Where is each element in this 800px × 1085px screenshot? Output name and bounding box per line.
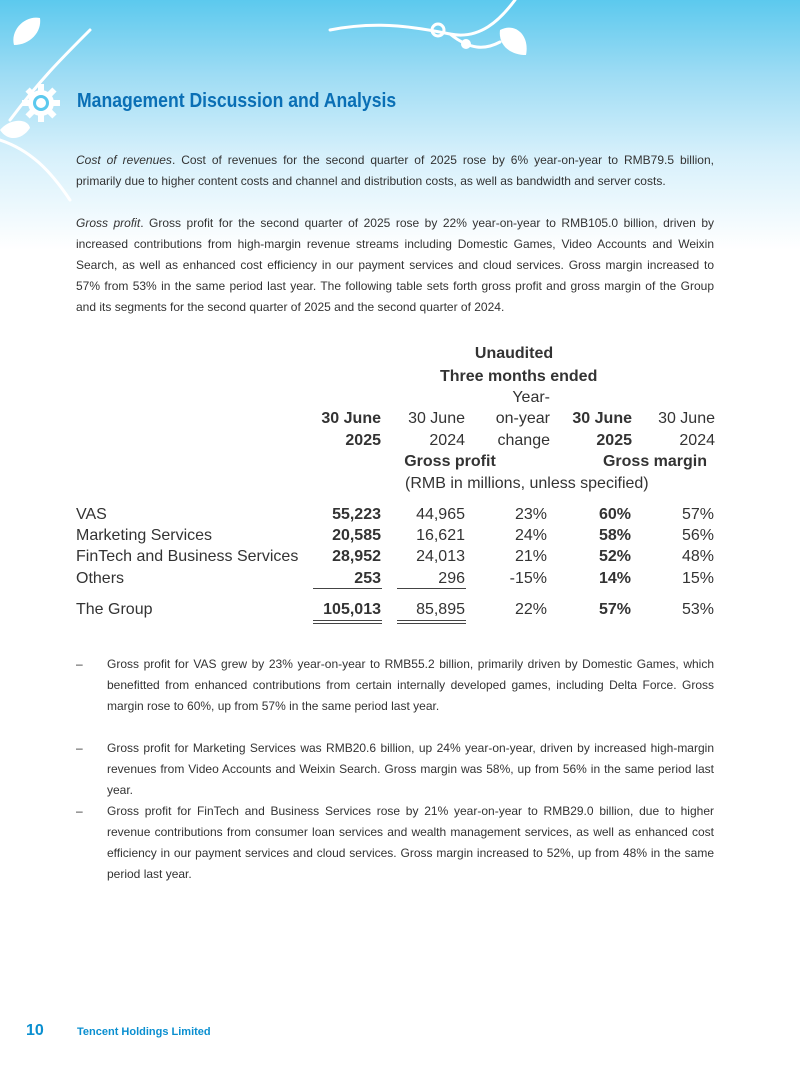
- table-total-label: The Group: [76, 601, 153, 618]
- bullet-text: Gross profit for FinTech and Business Services rose by 21% year-on-year to RMB29.0 billion, due to higher revenue contributions from consumer loan services and wealth management services, as well as enhanced cost efficiency in our payment services and cloud services. Gross margin increased to 52%, up from 48% in the same period last year.: [107, 804, 714, 881]
- table-header-three-months: Three months ended: [440, 368, 598, 385]
- table-total-gp2025: 105,013: [323, 601, 381, 618]
- cost-of-revenues-text: . Cost of revenues for the second quarter of 2025 rose by 6% year-on-year to RMB79.5 billion, primarily due to higher content costs and channel and distribution costs, as well as bandwidth and server costs.: [76, 153, 714, 188]
- col3-header-line3: change: [497, 432, 550, 449]
- table-cell-gm2025: 58%: [598, 527, 631, 544]
- table-cell-gm2024: 48%: [681, 548, 714, 565]
- table-cell-gp2025: 55,223: [332, 506, 381, 523]
- page-title: Management Discussion and Analysis: [77, 90, 397, 112]
- company-name: Tencent Holdings Limited: [77, 1026, 211, 1038]
- col4-header-line2: 2025: [596, 432, 632, 449]
- table-units: (RMB in millions, unless specified): [405, 475, 649, 492]
- table-cell-gm2024: 56%: [681, 527, 714, 544]
- bullet-text: Gross profit for VAS grew by 23% year-on-year to RMB55.2 billion, primarily driven by Domestic Games, which benefitted from enhanced contributions from certain internally developed games, including Delta Force. Gross margin rose to 60%, up from 57% in the same period last year.: [107, 657, 714, 713]
- bullet-text: Gross profit for Marketing Services was RMB20.6 billion, up 24% year-on-year, driven by increased high-margin revenues from Video Accounts and Weixin Search. Gross margin was 58%, up from 56% in the same period last year.: [107, 741, 714, 797]
- table-cell-yoy: -15%: [509, 570, 547, 587]
- table-cell-gp2025: 20,585: [332, 527, 381, 544]
- table-cell-gm2025: 14%: [598, 570, 631, 587]
- col1-header-line2: 2025: [345, 432, 381, 449]
- col1-header-line1: 30 June: [321, 410, 381, 427]
- table-total-gm2025: 57%: [598, 601, 631, 618]
- table-cell-gm2025: 60%: [598, 506, 631, 523]
- table-row-label: VAS: [76, 506, 107, 523]
- table-cell-gp2024: 44,965: [416, 506, 465, 523]
- col5-header-line1: 30 June: [658, 410, 715, 427]
- table-cell-gm2024: 15%: [681, 570, 714, 587]
- table-cell-gm2024: 57%: [681, 506, 714, 523]
- cost-of-revenues-label: Cost of revenues: [76, 153, 172, 167]
- table-cell-gp2025: 28,952: [332, 548, 381, 565]
- table-header-unaudited: Unaudited: [474, 345, 554, 362]
- table-cell-yoy: 21%: [514, 548, 547, 565]
- col4-header-line1: 30 June: [572, 410, 632, 427]
- table-cell-yoy: 23%: [514, 506, 547, 523]
- page-number: 10: [26, 1022, 44, 1039]
- table-cell-gp2024: 296: [438, 570, 465, 587]
- table-total-gp2024: 85,895: [416, 601, 465, 618]
- table-cell-gm2025: 52%: [598, 548, 631, 565]
- group-header-gross-margin: Gross margin: [602, 453, 708, 470]
- gross-profit-label: Gross profit: [76, 216, 141, 230]
- total-double-rule: [397, 623, 466, 624]
- group-header-gross-profit: Gross profit: [404, 453, 496, 470]
- total-double-rule: [313, 623, 382, 624]
- bullet-item: [76, 801, 714, 885]
- bullet-dash: –: [76, 657, 83, 671]
- col3-header-line2: on-year: [495, 410, 550, 427]
- table-row-label: FinTech and Business Services: [76, 548, 299, 565]
- gross-profit-text: . Gross profit for the second quarter of 2025 rose by 22% year-on-year to RMB105.0 billion, driven by increased contributions from high-margin revenue streams including Domestic Games, Video Accounts and Weixin Search, as well as enhanced cost efficiency in our payment services and cloud services. Gross margin increased to 57% from 53% in the same period last year. The following table sets forth gross profit and gross margin of the Group and its segments for the second quarter of 2025 and the second quarter of 2024.: [76, 216, 714, 314]
- bullet-dash: –: [76, 804, 83, 818]
- table-row-label: Others: [76, 570, 125, 587]
- table-cell-gp2024: 16,621: [416, 527, 465, 544]
- bullet-dash: –: [76, 741, 83, 755]
- bullet-item: [76, 738, 714, 801]
- table-total-gm2024: 53%: [681, 601, 714, 618]
- col2-header-line2: 2024: [429, 432, 465, 449]
- col3-header-line1: Year-: [512, 389, 550, 406]
- total-double-rule: [397, 620, 466, 621]
- table-row-label: Marketing Services: [76, 527, 213, 544]
- subtotal-rule: [397, 588, 466, 589]
- total-double-rule: [313, 620, 382, 621]
- table-cell-gp2025: 253: [354, 570, 381, 587]
- table-cell-gp2024: 24,013: [416, 548, 465, 565]
- col5-header-line2: 2024: [679, 432, 715, 449]
- table-total-yoy: 22%: [514, 601, 547, 618]
- col2-header-line1: 30 June: [408, 410, 465, 427]
- table-cell-yoy: 24%: [514, 527, 547, 544]
- subtotal-rule: [313, 588, 382, 589]
- bullet-item: [76, 654, 714, 717]
